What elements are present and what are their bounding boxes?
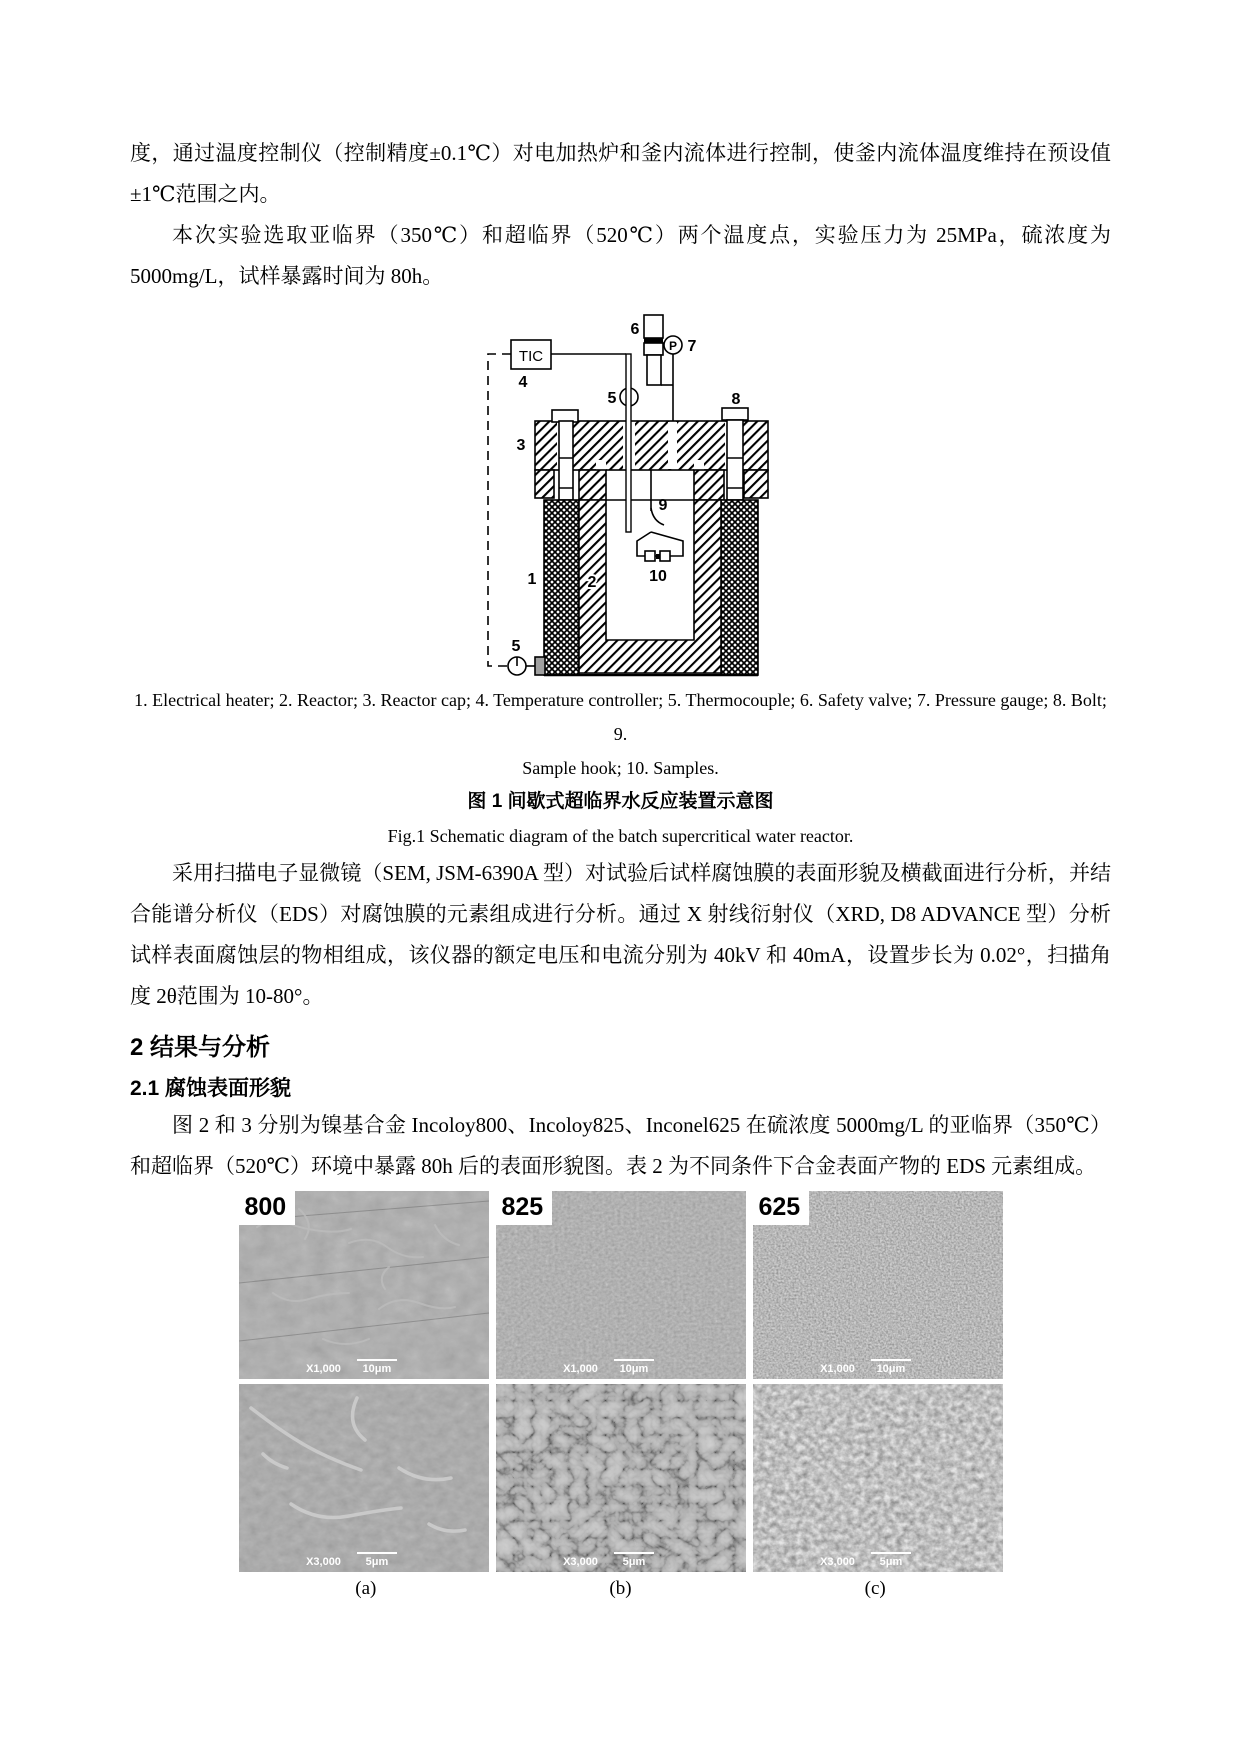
magnification-text: X3,000	[306, 1556, 341, 1568]
scale-bar-line	[614, 1552, 654, 1554]
reactor-vessel	[579, 500, 721, 673]
sublabel-c: (c)	[864, 1578, 886, 1599]
label-heater-1: 1	[527, 571, 536, 588]
sem-row-2	[239, 1384, 1003, 1572]
paragraph-2: 本次实验选取亚临界（350℃）和超临界（520℃）两个温度点，实验压力为 25MPa，硫浓度为 5000mg/L，试样暴露时间为 80h。	[130, 223, 1111, 288]
sample-middle-dot	[656, 554, 660, 559]
scale-length-text: 10μm	[619, 1363, 649, 1375]
section-heading: 2 结果与分析	[130, 1034, 271, 1061]
sem-scalebar	[496, 1552, 734, 1568]
cap-flange-right	[744, 470, 768, 498]
thermocouple-rod	[626, 354, 631, 532]
label-controller-4: 4	[518, 374, 527, 391]
scale-bar-line	[871, 1552, 911, 1554]
scale-bar-line	[614, 1359, 654, 1361]
tic-label: TIC	[518, 348, 543, 365]
scale-length-text: 5μm	[879, 1556, 903, 1568]
electrical-heater-right	[721, 500, 758, 675]
label-bolt-8: 8	[731, 391, 740, 408]
sublabel-a: (a)	[355, 1578, 377, 1599]
sem-scalebar	[753, 1359, 991, 1375]
sem-label-625: 625	[753, 1191, 810, 1225]
control-loop-dashed-line	[488, 354, 511, 666]
sem-panel-incoloy800-x1000	[239, 1191, 489, 1379]
reactor-schematic	[456, 291, 786, 683]
label-thermocouple-bottom-5: 5	[511, 638, 520, 655]
paragraph-4: 图 2 和 3 分别为镍基合金 Incoloy800、Incoloy825、Inconel625 在硫浓度 5000mg/L 的亚临界（350℃）和超临界（520℃）环境中暴露 80h 后的表面形貌图。表 2 为不同条件下合金表面产物的 EDS 元素组成。	[130, 1113, 1111, 1178]
thermocouple-port	[535, 657, 545, 675]
sem-scalebar	[753, 1552, 991, 1568]
sublabel-b: (b)	[609, 1578, 632, 1599]
sem-sublabels	[239, 1578, 1003, 1600]
sem-image-grid	[239, 1191, 1003, 1572]
paragraph-1: 度，通过温度控制仪（控制精度±0.1℃）对电加热炉和釜内流体进行控制，使釜内流体温度维持在预设值±1℃范围之内。	[130, 141, 1111, 206]
scale-bar-line	[357, 1552, 397, 1554]
magnification-text: X1,000	[563, 1363, 598, 1375]
sem-panel-inconel625-x1000	[753, 1191, 1003, 1379]
scale-length-text: 10μm	[876, 1363, 906, 1375]
label-reactor-2: 2	[587, 574, 596, 591]
label-hook-9: 9	[658, 497, 667, 514]
reactor-wall-top-left	[579, 470, 606, 500]
reactor-wall-top-right	[694, 470, 724, 500]
figure1-diagram	[456, 291, 786, 683]
sem-label-825: 825	[496, 1191, 553, 1225]
label-safety-valve-6: 6	[630, 321, 639, 338]
scale-bar-line	[871, 1359, 911, 1361]
sem-panel-incoloy825-x1000	[496, 1191, 746, 1379]
magnification-text: X3,000	[563, 1556, 598, 1568]
safety-valve-bottom	[644, 343, 663, 355]
subsection-heading: 2.1 腐蚀表面形貌	[130, 1077, 292, 1100]
scale-length-text: 5μm	[365, 1556, 389, 1568]
sem-label-800: 800	[239, 1191, 296, 1225]
sem-scalebar	[239, 1552, 477, 1568]
bolt-right-head	[722, 408, 748, 420]
label-pressure-gauge-7: 7	[687, 338, 696, 355]
label-samples-10: 10	[648, 568, 667, 585]
cap-flange-left	[535, 470, 554, 498]
sample-right	[660, 551, 670, 561]
label-cap-3: 3	[516, 437, 525, 454]
electrical-heater-left	[544, 500, 579, 675]
sem-panel-incoloy825-x3000	[496, 1384, 746, 1572]
sem-panel-inconel625-x3000	[753, 1384, 1003, 1572]
magnification-text: X1,000	[820, 1363, 855, 1375]
gauge-letter: P	[668, 339, 677, 353]
safety-valve-top	[644, 315, 663, 338]
sem-scalebar	[496, 1359, 734, 1375]
figure1-legend-line2: Sample hook; 10. Samples.	[522, 758, 719, 778]
paragraph-3: 采用扫描电子显微镜（SEM, JSM-6390A 型）对试验后试样腐蚀膜的表面形貌及横截面进行分析，并结合能谱分析仪（EDS）对腐蚀膜的元素组成进行分析。通过 X 射线衍射仪（XRD, D8 ADVANCE 型）分析试样表面腐蚀层的物相组成，该仪器的额定电压和电流分别为 40kV 和 40mA，设置步长为 0.02°，扫描角度 2θ范围为 10-80°。	[130, 861, 1111, 1008]
magnification-text: X1,000	[306, 1363, 341, 1375]
safety-valve-stem	[647, 355, 661, 385]
sem-scalebar	[239, 1359, 477, 1375]
sample-left	[645, 551, 655, 561]
scale-bar-line	[357, 1359, 397, 1361]
sem-row-1	[239, 1191, 1003, 1379]
label-thermocouple-top-5: 5	[607, 390, 616, 407]
figure1-legend-line1: 1. Electrical heater; 2. Reactor; 3. Reactor cap; 4. Temperature controller; 5. Thermocouple; 6. Safety valve; 7. Pressure gauge; 8. Bolt; 9.	[134, 690, 1107, 744]
figure1-caption-zh: 图 1 间歇式超临界水反应装置示意图	[467, 791, 774, 812]
magnification-text: X3,000	[820, 1556, 855, 1568]
scale-length-text: 5μm	[622, 1556, 646, 1568]
sem-panel-incoloy800-x3000	[239, 1384, 489, 1572]
scale-length-text: 10μm	[362, 1363, 392, 1375]
figure1-caption-en: Fig.1 Schematic diagram of the batch supercritical water reactor.	[387, 826, 854, 846]
